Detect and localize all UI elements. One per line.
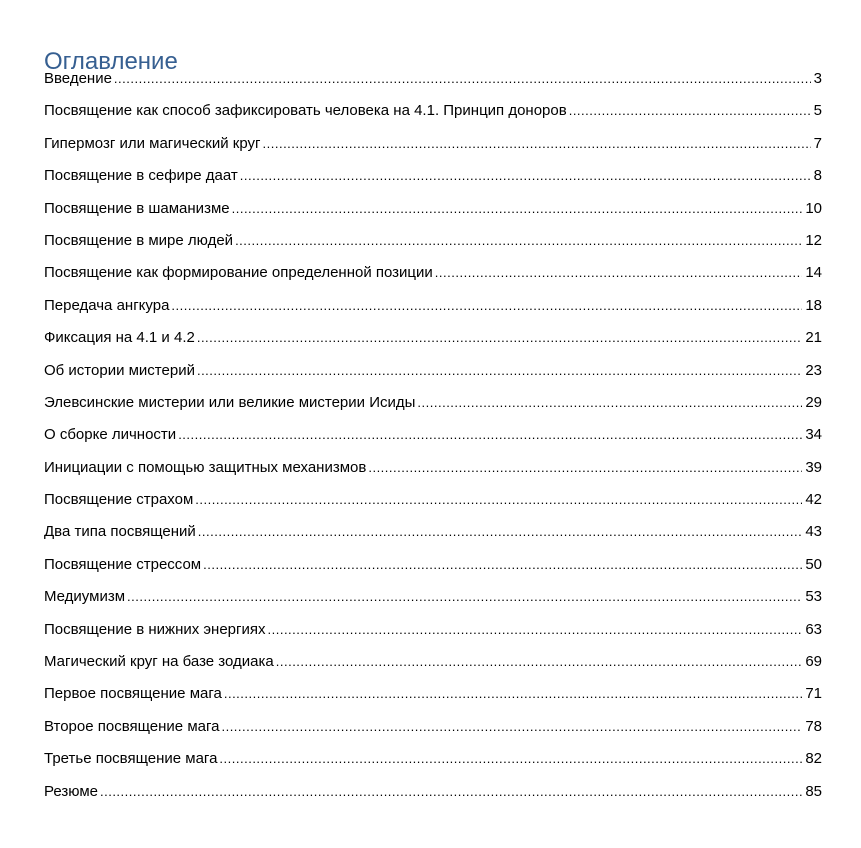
toc-entry[interactable] <box>44 776 822 808</box>
toc-dot-leader <box>197 322 802 354</box>
toc-dot-leader <box>178 419 802 451</box>
toc-entry[interactable] <box>44 63 822 95</box>
toc-entry-title: Посвящение в мире людей <box>44 231 234 249</box>
toc-entry-page-number: 82 <box>805 750 822 768</box>
toc-entry[interactable] <box>44 646 822 678</box>
toc-entry-title: Фиксация на 4.1 и 4.2 <box>44 329 195 347</box>
toc-dot-leader <box>569 95 811 127</box>
table-of-contents <box>44 47 822 808</box>
toc-dot-leader <box>268 614 803 646</box>
toc-entry-title: Посвящение в шаманизме <box>44 199 230 217</box>
toc-entry-page-number: 53 <box>805 588 822 606</box>
toc-entry[interactable] <box>44 516 822 548</box>
toc-entry-page-number: 18 <box>805 296 822 314</box>
toc-entry-page-number: 63 <box>805 620 822 638</box>
toc-entry-page-number: 69 <box>805 653 822 671</box>
toc-entry-title: Второе посвящение мага <box>44 717 220 735</box>
toc-dot-leader <box>127 581 802 613</box>
toc-dot-leader <box>221 711 802 743</box>
toc-entry-title: Посвящение страхом <box>44 491 194 509</box>
toc-dot-leader <box>195 484 802 516</box>
toc-entry-title: Посвящение как способ зафиксировать человека на 4.1. Принцип доноров <box>44 102 567 120</box>
toc-dot-leader <box>235 225 802 257</box>
toc-entry-page-number: 50 <box>805 555 822 573</box>
toc-entry[interactable] <box>44 225 822 257</box>
toc-entry-page-number: 5 <box>813 102 822 120</box>
toc-entry-page-number: 39 <box>805 458 822 476</box>
toc-entry[interactable] <box>44 614 822 646</box>
toc-dot-leader <box>224 678 802 710</box>
toc-dot-leader <box>240 160 811 192</box>
toc-dot-leader <box>203 549 802 581</box>
toc-entry-title: О сборке личности <box>44 426 177 444</box>
toc-entry[interactable] <box>44 128 822 160</box>
toc-dot-leader <box>417 387 802 419</box>
toc-dot-leader <box>263 128 811 160</box>
toc-entry-title: Посвящение в сефире даат <box>44 167 238 185</box>
toc-heading: Оглавление <box>44 48 178 75</box>
toc-entry[interactable] <box>44 484 822 516</box>
toc-entry-page-number: 23 <box>805 361 822 379</box>
toc-dot-leader <box>197 355 802 387</box>
toc-entry-page-number: 34 <box>805 426 822 444</box>
toc-entry[interactable] <box>44 387 822 419</box>
toc-entry[interactable] <box>44 711 822 743</box>
toc-entry-page-number: 12 <box>805 231 822 249</box>
toc-entry-title: Резюме <box>44 782 98 800</box>
toc-entry-page-number: 7 <box>813 134 822 152</box>
toc-entry-title: Первое посвящение мага <box>44 685 222 703</box>
toc-entry-page-number: 3 <box>813 70 822 87</box>
toc-entry-page-number: 85 <box>805 782 822 800</box>
toc-dot-leader <box>114 63 811 95</box>
toc-entry-page-number: 21 <box>805 329 822 347</box>
toc-entry[interactable] <box>44 678 822 710</box>
toc-dot-leader <box>171 290 802 322</box>
toc-entry-title: Гипермозг или магический круг <box>44 134 261 152</box>
toc-entry-title: Магический круг на базе зодиака <box>44 653 274 671</box>
toc-entry[interactable] <box>44 743 822 775</box>
toc-entry-title: Введение <box>44 70 112 87</box>
toc-entry-title: Посвящение стрессом <box>44 555 202 573</box>
toc-entry-title: Об истории мистерий <box>44 361 195 379</box>
toc-dot-leader <box>219 743 802 775</box>
toc-entry[interactable] <box>44 290 822 322</box>
toc-dot-leader <box>100 776 802 808</box>
toc-entry-page-number: 71 <box>805 685 822 703</box>
toc-entry-title: Посвящение в нижних энергиях <box>44 620 266 638</box>
toc-entry[interactable] <box>44 452 822 484</box>
toc-dot-leader <box>435 257 803 289</box>
toc-entry-page-number: 10 <box>805 199 822 217</box>
toc-entry[interactable] <box>44 322 822 354</box>
toc-dot-leader <box>232 193 803 225</box>
toc-entry-page-number: 78 <box>805 717 822 735</box>
toc-entry[interactable] <box>44 257 822 289</box>
toc-dot-leader <box>198 516 803 548</box>
toc-entry-page-number: 14 <box>805 264 822 282</box>
toc-entry-title: Третье посвящение мага <box>44 750 218 768</box>
toc-entry-title: Элевсинские мистерии или великие мистерии Исиды <box>44 393 416 411</box>
toc-entry-title: Передача ангкура <box>44 296 170 314</box>
toc-entry[interactable] <box>44 355 822 387</box>
toc-entry[interactable] <box>44 419 822 451</box>
toc-entry[interactable] <box>44 193 822 225</box>
toc-entry[interactable] <box>44 581 822 613</box>
toc-entry-page-number: 43 <box>805 523 822 541</box>
toc-entry[interactable] <box>44 160 822 192</box>
toc-entry[interactable] <box>44 549 822 581</box>
toc-entry[interactable] <box>44 95 822 127</box>
toc-entry-title: Медиумизм <box>44 588 126 606</box>
toc-dot-leader <box>276 646 803 678</box>
toc-list <box>44 63 822 808</box>
toc-entry-page-number: 42 <box>805 491 822 509</box>
toc-entry-page-number: 29 <box>805 393 822 411</box>
toc-entry-title: Инициации с помощью защитных механизмов <box>44 458 367 476</box>
toc-entry-title: Посвящение как формирование определенной позиции <box>44 264 433 282</box>
toc-dot-leader <box>368 452 802 484</box>
toc-entry-title: Два типа посвящений <box>44 523 196 541</box>
toc-entry-page-number: 8 <box>813 167 822 185</box>
